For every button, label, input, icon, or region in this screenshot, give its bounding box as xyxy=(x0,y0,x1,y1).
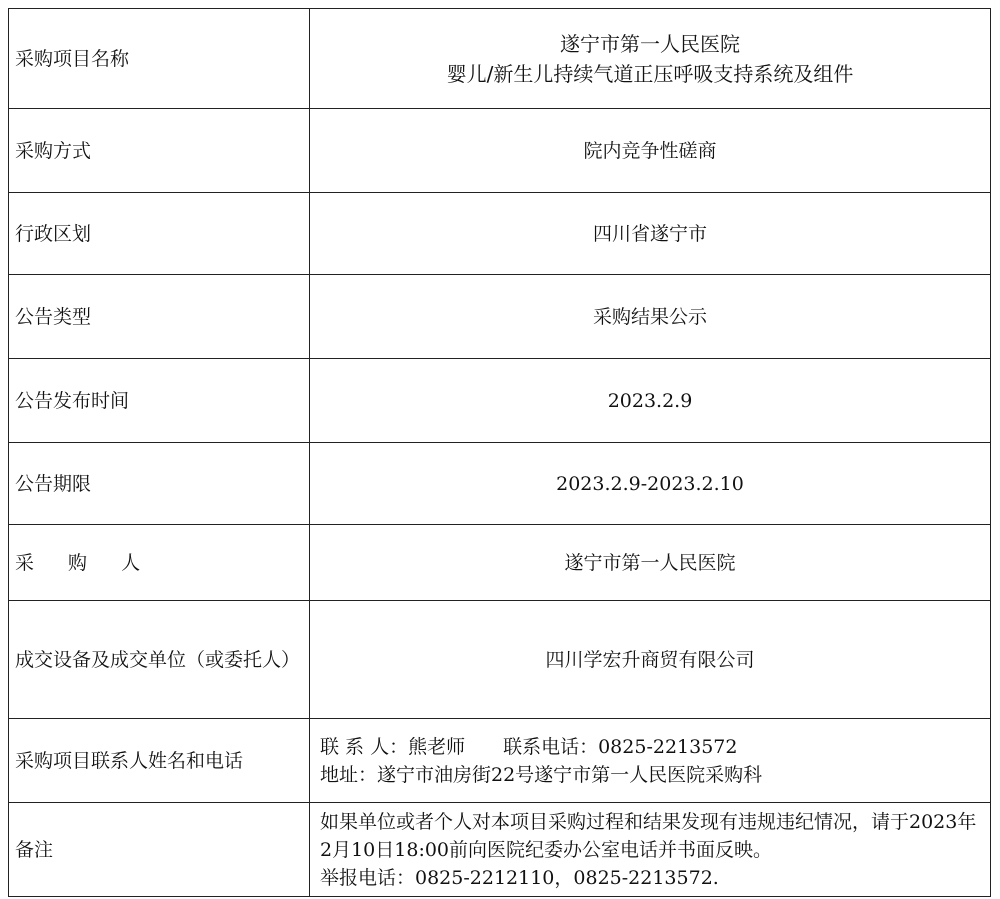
table-row-notice-period xyxy=(9,443,991,525)
row-value: 四川学宏升商贸有限公司 xyxy=(310,601,991,719)
report-phone: 举报电话：0825-2212110，0825-2213572. xyxy=(320,866,719,889)
contact-line xyxy=(320,733,982,761)
row-value: 2023.2.9-2023.2.10 xyxy=(310,443,991,525)
row-label: 成交设备及成交单位（或委托人） xyxy=(9,601,310,719)
row-label: 备注 xyxy=(9,803,310,897)
row-value: 遂宁市第一人民医院 xyxy=(310,525,991,601)
row-label: 采购方式 xyxy=(9,109,310,193)
row-value: 四川省遂宁市 xyxy=(310,193,991,275)
row-label: 采购项目联系人姓名和电话 xyxy=(9,719,310,803)
table-row-project-name xyxy=(9,9,991,109)
contact-address: 地址：遂宁市油房街22号遂宁市第一人民医院采购科 xyxy=(320,763,763,786)
procurement-notice-table xyxy=(8,8,991,897)
row-label: 公告发布时间 xyxy=(9,359,310,443)
row-label: 行政区划 xyxy=(9,193,310,275)
row-label: 公告期限 xyxy=(9,443,310,525)
hospital-name: 遂宁市第一人民医院 xyxy=(560,31,740,56)
row-value: 采购结果公示 xyxy=(310,275,991,359)
remarks-value xyxy=(310,803,991,897)
row-value: 2023.2.9 xyxy=(310,359,991,443)
row-label: 公告类型 xyxy=(9,275,310,359)
table-row-region xyxy=(9,193,991,275)
table-row-remarks xyxy=(9,803,991,897)
purchaser-label-text: 采 购 人 xyxy=(15,551,155,574)
contact-phone: 联系电话：0825-2213572 xyxy=(503,735,738,758)
table-row-contact xyxy=(9,719,991,803)
contact-person: 联 系 人：熊老师 xyxy=(320,735,466,758)
row-label: 采购项目名称 xyxy=(9,9,310,109)
contact-value xyxy=(310,719,991,803)
table-row-publish-date xyxy=(9,359,991,443)
table-row-notice-type xyxy=(9,275,991,359)
table-row-purchaser xyxy=(9,525,991,601)
row-label xyxy=(9,525,310,601)
project-name-value xyxy=(310,9,991,109)
remarks-text: 如果单位或者个人对本项目采购过程和结果发现有违规违纪情况，请于2023年2月10日18:00前向医院纪委办公室电话并书面反映。 xyxy=(320,810,977,861)
table-row-winning-supplier xyxy=(9,601,991,719)
table-row-procurement-method xyxy=(9,109,991,193)
row-value: 院内竞争性磋商 xyxy=(310,109,991,193)
project-title: 婴儿/新生儿持续气道正压呼吸支持系统及组件 xyxy=(446,61,854,86)
